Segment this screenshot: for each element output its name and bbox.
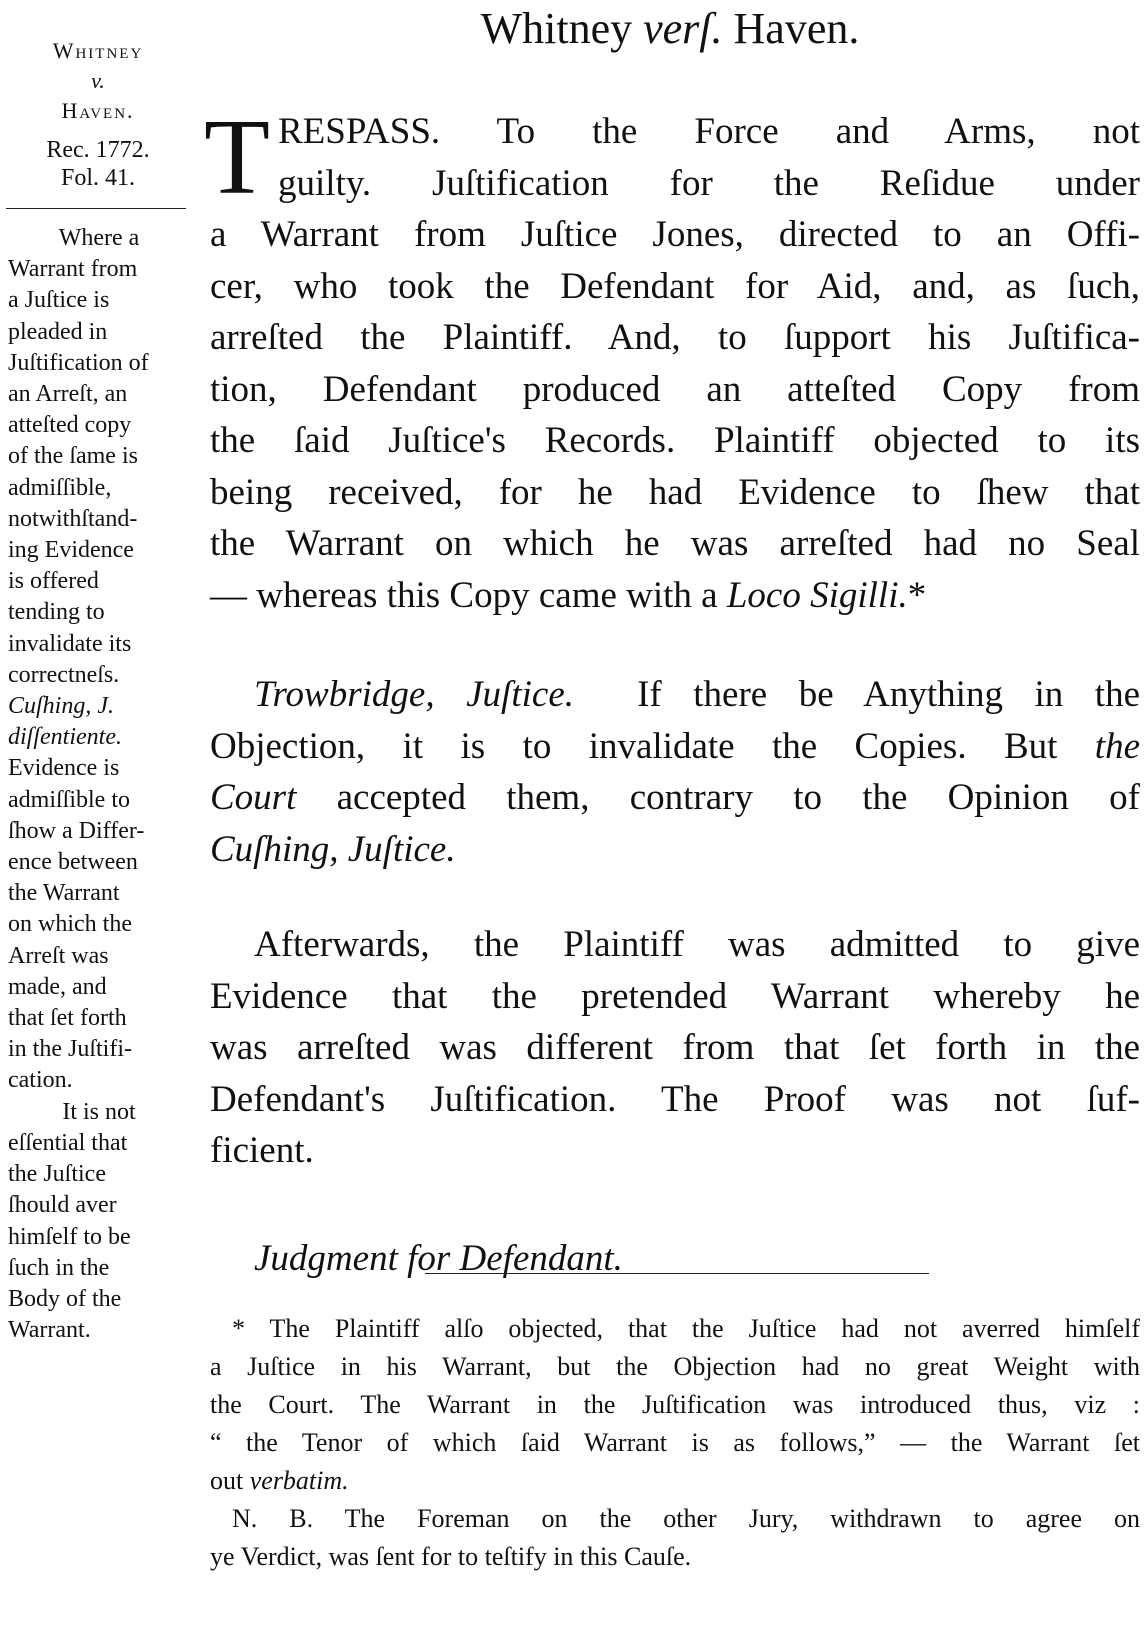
body-line: the Warrant on which he was arreſted had no Seal [210, 523, 1140, 564]
marginal-note-line: tending to [8, 599, 105, 626]
marginal-note-line: admiſſible to [8, 786, 130, 813]
marginal-note-line: on which the [8, 911, 132, 938]
body-text: Objection, it is to invalidate the Copies. But [210, 725, 1095, 767]
paragraph-trowbridge [210, 669, 1140, 875]
loco-sigilli: Loco Sigilli. [726, 574, 908, 616]
marginal-note-line: that ſet forth [8, 1005, 127, 1032]
body-line [210, 721, 1140, 773]
marginal-note-line: of the ſame is [8, 443, 138, 470]
marginal-note-line: atteſted copy [8, 412, 132, 439]
marginal-note-line: the Juſtice [8, 1161, 106, 1188]
footnote-line: a Juſtice in his Warrant, but the Objection had no great Weight with [210, 1352, 1140, 1381]
paragraph-afterwards [210, 919, 1140, 1177]
speaker-name: Trowbridge, Juſtice. [254, 674, 574, 715]
marginal-note-line: pleaded in [8, 318, 108, 345]
title-defendant: Haven. [733, 4, 860, 53]
nota-bene-line: N. B. The Foreman on the other Jury, withdrawn to agree on [232, 1504, 1140, 1533]
drop-cap: T [204, 98, 270, 217]
marginal-note-line: a Juſtice is [8, 287, 110, 314]
paragraph-trespass [204, 98, 1140, 621]
body-line: Defendant's Juſtification. The Proof was not ſuf- [210, 1078, 1140, 1120]
sidebar-case-name-defendant: Haven. [61, 98, 135, 123]
footnote-line [210, 1462, 1140, 1500]
marginal-note-line: notwithſtand- [8, 505, 138, 532]
body-line: ficient. [210, 1130, 314, 1171]
marginal-note-line: in the Juſtifi- [8, 1036, 132, 1063]
judgment-line: Judgment for Defendant. [254, 1237, 623, 1279]
marginal-note-line: Warrant from [8, 256, 138, 283]
body-line [210, 772, 1140, 824]
title-plaintiff: Whitney [480, 4, 633, 53]
main-text [204, 98, 1141, 1284]
body-line: being received, for he had Evidence to ſhew that [210, 471, 1140, 513]
marginal-note-line: Juſtification of [8, 349, 149, 376]
sidebar-folio: Fol. 41. [60, 165, 135, 191]
body-text: If there be Anything in the [637, 674, 1141, 715]
marginal-note-line: ſhould aver [8, 1192, 117, 1219]
marginal-note-line: ſuch in the [8, 1254, 110, 1281]
marginal-note-line: Where a [58, 225, 140, 251]
body-line: Evidence that the pretended Warrant whereby he [210, 975, 1140, 1017]
body-italic: Court [210, 777, 297, 818]
marginal-note-line: ing Evidence [8, 537, 134, 564]
body-line: the ſaid Juſtice's Records. Plaintiff objected to its [210, 420, 1140, 461]
marginal-note-line: Warrant. [8, 1317, 91, 1344]
body-line: Afterwards, the Plaintiff was admitted to give [254, 924, 1140, 965]
body-line: RESPASS. To the Force and Arms, not [277, 111, 1140, 152]
footnote-marker: * [907, 574, 927, 616]
footnote-line: the Court. The Warrant in the Juſtification was introduced thus, viz : [210, 1390, 1140, 1419]
marginal-note-line: correctneſs. [8, 661, 120, 688]
marginal-note-line: Evidence is [8, 755, 120, 782]
page-title [210, 2, 1130, 56]
body-line: was arreſted was different from that ſet forth in the [210, 1027, 1140, 1068]
marginal-note-line: cation. [8, 1067, 73, 1094]
marginal-note-line: the Warrant [8, 880, 120, 907]
body-line: arreſted the Plaintiff. And, to ſupport his Juſtifica- [210, 317, 1140, 358]
marginal-note-line: made, and [8, 973, 107, 1000]
marginal-note-line: eſſential that [8, 1129, 128, 1156]
body-line: cer, who took the Defendant for Aid, and, as ſuch, [210, 265, 1140, 307]
marginal-notes [6, 223, 190, 1346]
body-line [210, 570, 1140, 622]
marginal-note-line: invalidate its [8, 630, 132, 657]
marginal-note-line: is offered [8, 568, 99, 595]
body-italic: the [1094, 725, 1140, 767]
marginal-note-line: himſelf to be [8, 1223, 131, 1250]
footnote-text: out [210, 1466, 250, 1495]
body-line: guilty. Juſtification for the Reſidue under [277, 162, 1140, 204]
marginal-sidebar [6, 36, 190, 1346]
marginal-note-line: admiſſible, [8, 474, 112, 501]
body-line [210, 669, 1140, 721]
footnote [210, 1310, 1140, 1576]
marginal-note-line: diſſentiente. [8, 724, 122, 751]
footnote-divider [425, 1273, 929, 1274]
body-text: accepted them, contrary to the Opinion of [296, 777, 1140, 818]
title-versus: verſ. [643, 4, 723, 53]
marginal-note-line: ence between [8, 849, 138, 876]
nota-bene-line: ye Verdict, was ſent for to teſtify in this Cauſe. [210, 1542, 692, 1571]
marginal-note-line: It is not [62, 1098, 136, 1125]
sidebar-case-name-plaintiff: Whitney [52, 38, 144, 63]
marginal-note-line: Cuſhing, J. [8, 693, 114, 720]
marginal-note-line: Body of the [8, 1285, 122, 1312]
sidebar-case-versus: v. [91, 68, 105, 93]
body-text: — whereas this Copy came with a [210, 574, 727, 616]
body-line: tion, Defendant produced an atteſted Copy from [210, 368, 1140, 410]
footnote-italic: verbatim. [249, 1466, 349, 1495]
body-line: a Warrant from Juſtice Jones, directed to an Offi- [210, 214, 1140, 255]
footnote-line: * The Plaintiff alſo objected, that the Juſtice had not averred himſelf [232, 1314, 1140, 1343]
marginal-note-line: an Arreſt, an [8, 381, 128, 408]
body-line: Cuſhing, Juſtice. [210, 828, 456, 870]
marginal-note-line: ſhow a Differ- [8, 817, 145, 844]
sidebar-record-year: Rec. 1772. [46, 137, 150, 163]
sidebar-divider [6, 208, 186, 209]
marginal-note-line: Arreſt was [8, 942, 109, 969]
footnote-line: “ the Tenor of which ſaid Warrant is as follows,” — the Warrant ſet [210, 1428, 1140, 1457]
